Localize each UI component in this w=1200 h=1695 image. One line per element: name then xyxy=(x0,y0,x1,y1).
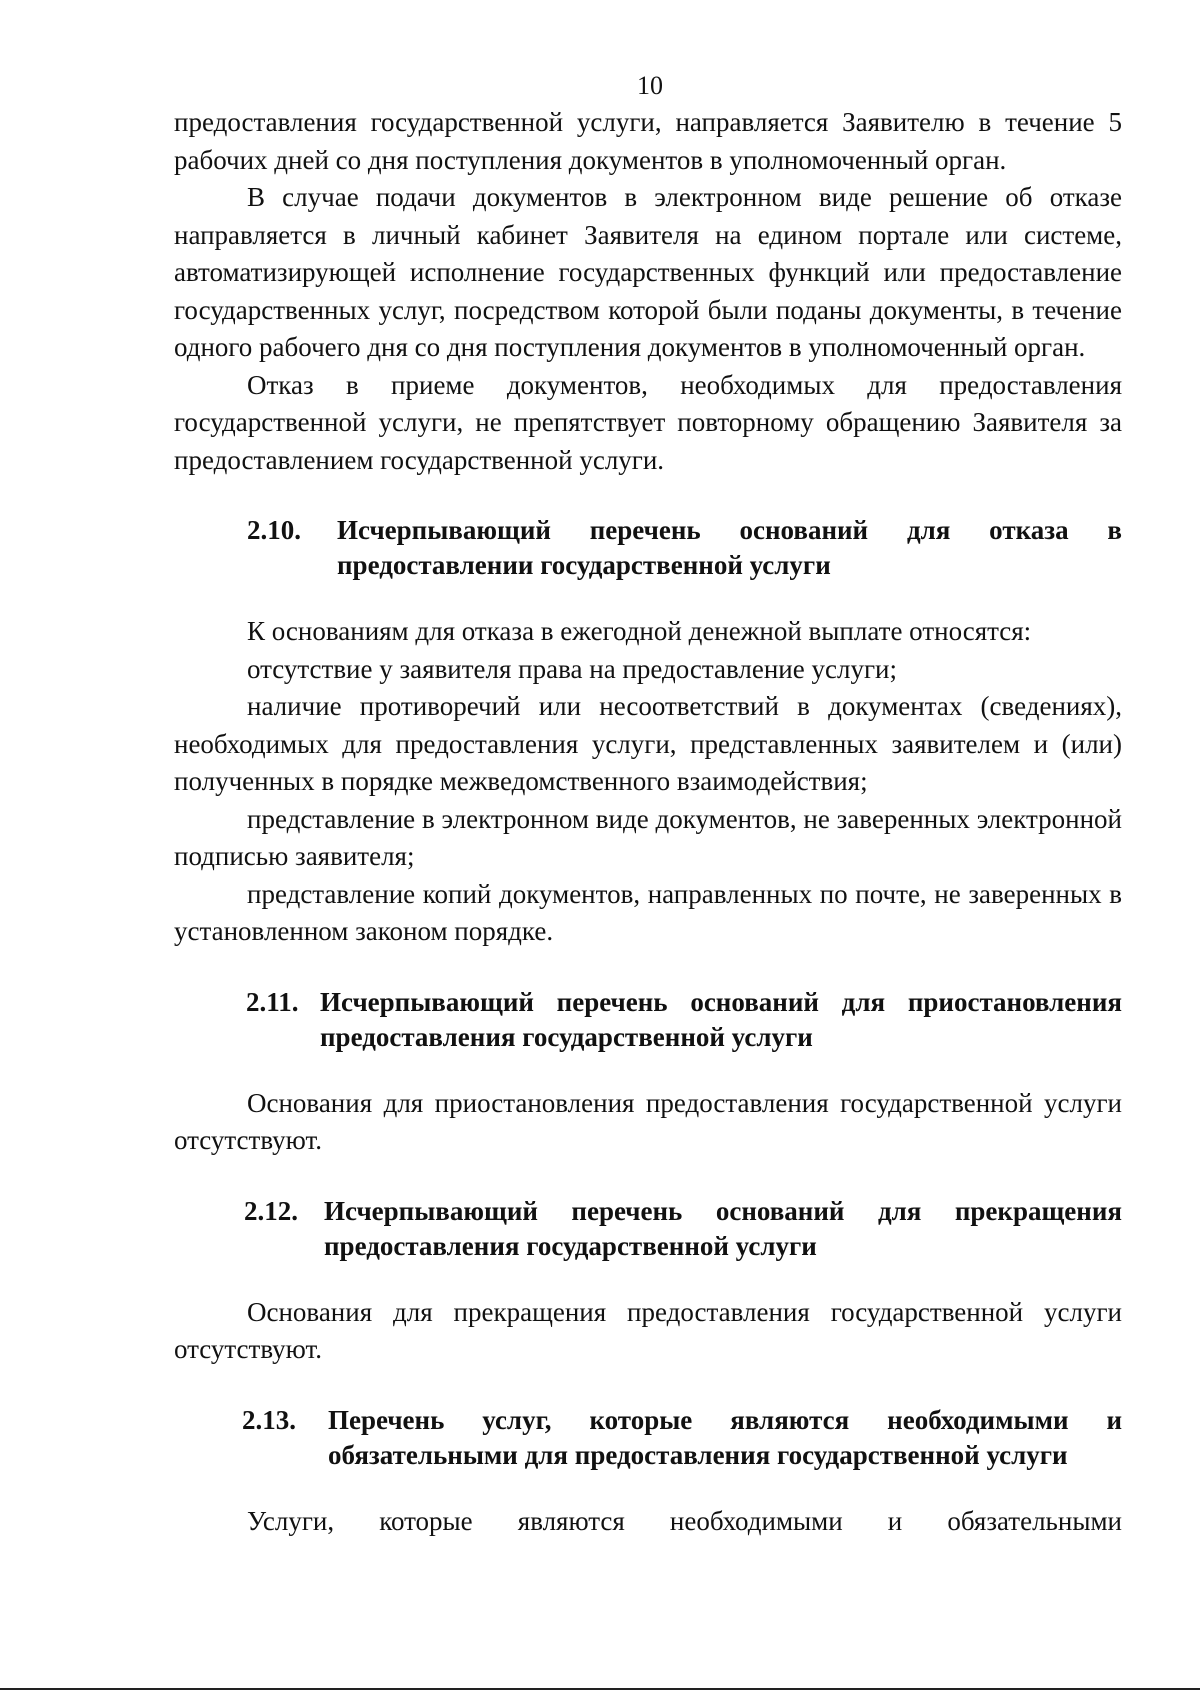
section-title: Исчерпывающий перечень оснований для отказа в предоставлении государственной услуги xyxy=(337,515,1122,580)
paragraph: Услуги, которые являются необходимыми и обязательными xyxy=(247,1505,1122,1536)
section-heading-2-10 xyxy=(174,513,1122,583)
paragraph: К основаниям для отказа в ежегодной денежной выплате относятся: xyxy=(247,616,1032,646)
paragraph: представление в электронном виде документов, не заверенных электронной подписью заявителя; xyxy=(174,803,1122,871)
section-number: 2.12. xyxy=(244,1195,298,1226)
page-number: 10 xyxy=(637,71,663,100)
paragraph: наличие противоречий или несоответствий в документах (сведениях), необходимых для предоставления услуги, представленных заявителем и (или) полученных в порядке межведомственного взаимодействия; xyxy=(174,691,1122,796)
paragraph: представление копий документов, направленных по почте, не заверенных в установленном законом порядке. xyxy=(174,878,1122,946)
paragraph: Основания для прекращения предоставления государственной услуги отсутствуют. xyxy=(174,1296,1122,1364)
paragraph: отсутствие у заявителя права на предоставление услуги; xyxy=(247,653,897,684)
section-title: Исчерпывающий перечень оснований для приостановления предоставления государственной услуги xyxy=(320,986,1122,1052)
section-title: Исчерпывающий перечень оснований для прекращения предоставления государственной услуги xyxy=(324,1195,1122,1261)
section-number: 2.10. xyxy=(247,515,301,545)
paragraph: Основания для приостановления предоставления государственной услуги отсутствуют. xyxy=(174,1087,1122,1155)
paragraph: Отказ в приеме документов, необходимых для предоставления государственной услуги, не препятствует повторному обращению Заявителя за предоставлением государственной услуги. xyxy=(174,369,1122,475)
section-heading-2-12 xyxy=(174,1194,1122,1264)
paragraph: В случае подачи документов в электронном виде решение об отказе направляется в личный кабинет Заявителя на едином портале или системе, автоматизирующей исполнение государственных функций или предоставление государственных услуг, посредством которой были поданы документы, в течение одного рабочего дня со дня поступления документов в уполномоченный орган. xyxy=(174,182,1122,362)
section-number: 2.11. xyxy=(246,986,299,1017)
page-bottom-edge xyxy=(0,1688,1200,1690)
section-number: 2.13. xyxy=(242,1404,296,1435)
document-body xyxy=(174,104,1122,1540)
section-title: Перечень услуг, которые являются необходимыми и обязательными для предоставления государственной услуги xyxy=(328,1404,1122,1470)
section-heading-2-11 xyxy=(174,985,1122,1055)
section-heading-2-13 xyxy=(174,1403,1122,1473)
paragraph: предоставления государственной услуги, направляется Заявителю в течение 5 рабочих дней со дня поступления документов в уполномоченный орган. xyxy=(174,107,1122,175)
